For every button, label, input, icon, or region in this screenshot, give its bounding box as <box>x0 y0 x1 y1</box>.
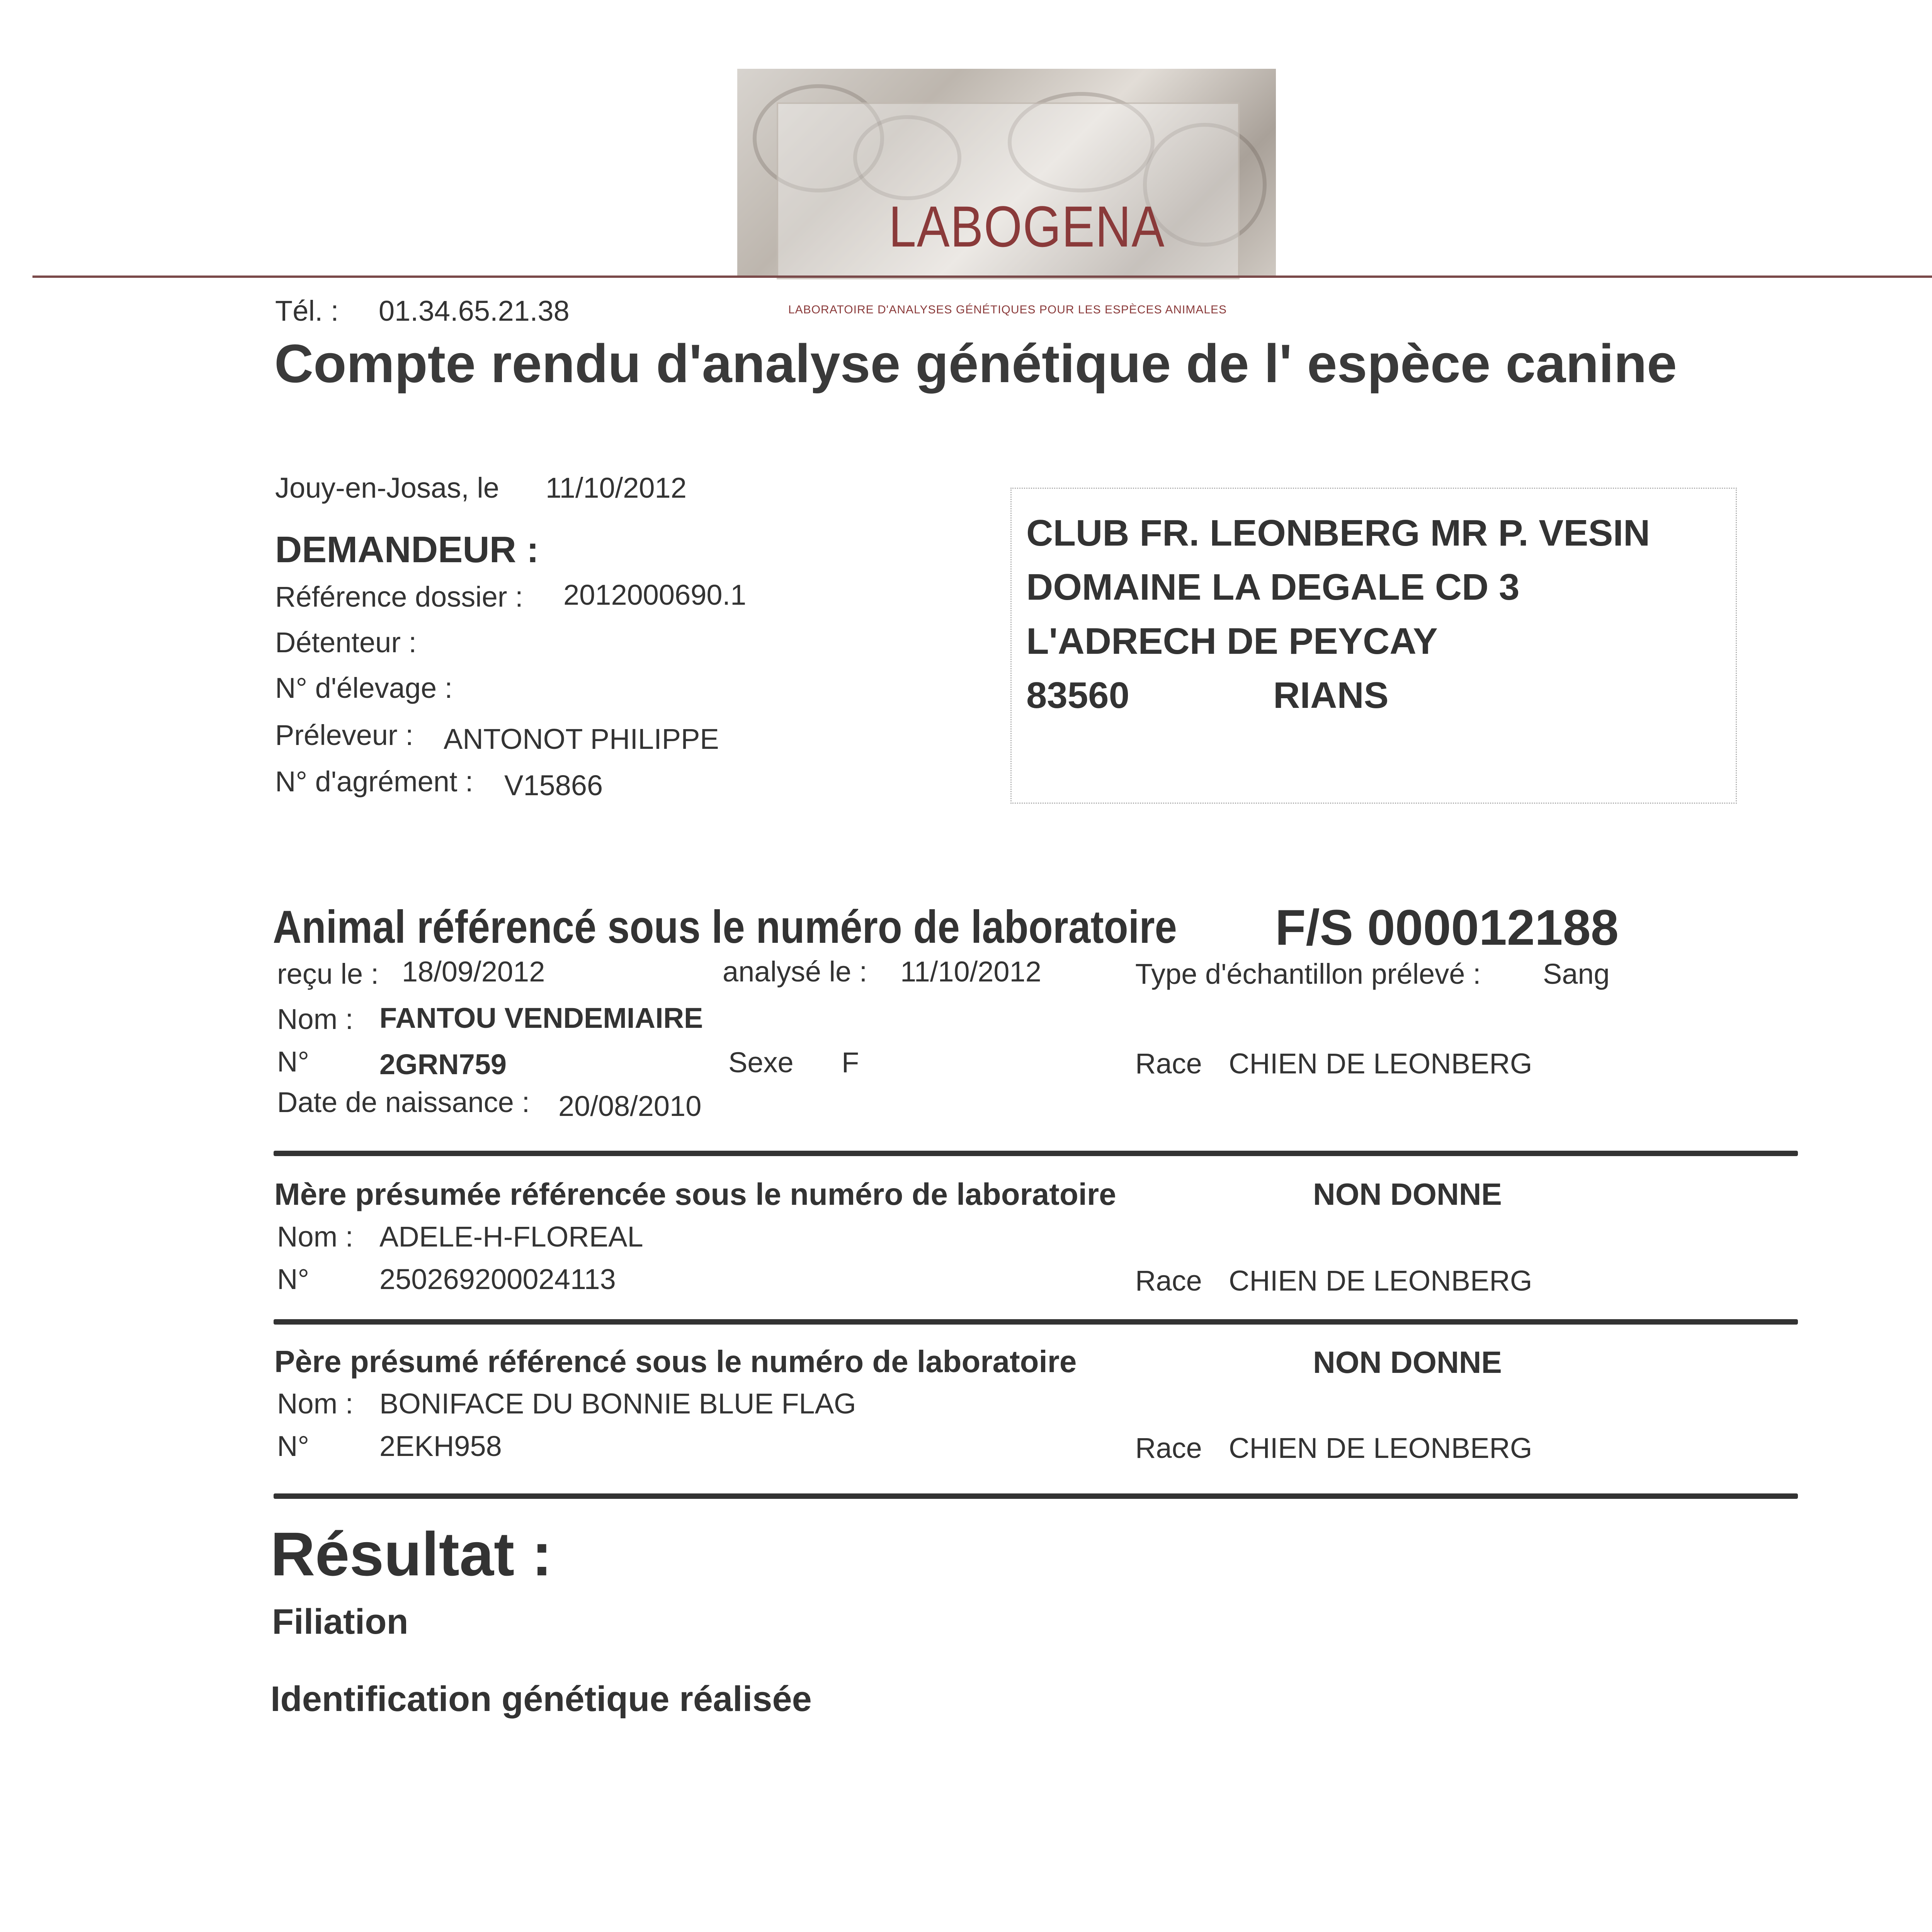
address-postcode: 83560 <box>1026 675 1129 716</box>
pere-nom-label: Nom : <box>277 1388 354 1420</box>
mere-race-value: CHIEN DE LEONBERG <box>1229 1265 1532 1297</box>
pere-num-value: 2EKH958 <box>379 1430 502 1462</box>
recu-label: reçu le : <box>277 958 379 990</box>
header-rule <box>32 276 1932 278</box>
recu-value: 18/09/2012 <box>402 956 545 988</box>
result-heading: Résultat : <box>270 1519 552 1588</box>
section-divider <box>274 1493 1798 1499</box>
address-line-3: L'ADRECH DE PEYCAY <box>1026 621 1438 662</box>
agrement-value: V15866 <box>504 769 603 801</box>
tel-label: Tél. : <box>275 295 339 327</box>
tel-value: 01.34.65.21.38 <box>379 295 570 327</box>
mere-race-label: Race <box>1135 1265 1202 1297</box>
result-identification: Identification génétique réalisée <box>270 1679 812 1719</box>
animal-nom-label: Nom : <box>277 1003 354 1035</box>
address-city: RIANS <box>1273 675 1389 716</box>
ref-dossier-value: 2012000690.1 <box>563 579 747 611</box>
sample-type-value: Sang <box>1543 958 1610 990</box>
animal-lab-number: F/S 000012188 <box>1275 899 1619 956</box>
page-title: Compte rendu d'analyse génétique de l' espèce canine <box>274 333 1677 394</box>
address-line-1: CLUB FR. LEONBERG MR P. VESIN <box>1026 512 1650 554</box>
logo-name: LABOGENA <box>889 194 1165 259</box>
mere-nom-value: ADELE-H-FLOREAL <box>379 1221 643 1253</box>
mere-num-label: N° <box>277 1263 310 1295</box>
demandeur-heading: DEMANDEUR : <box>275 529 539 570</box>
mere-nom-label: Nom : <box>277 1221 354 1253</box>
pere-race-value: CHIEN DE LEONBERG <box>1229 1432 1532 1464</box>
elevage-label: N° d'élevage : <box>275 672 453 704</box>
pere-nom-value: BONIFACE DU BONNIE BLUE FLAG <box>379 1388 856 1420</box>
place-date-value: 11/10/2012 <box>546 472 687 504</box>
animal-num-value: 2GRN759 <box>379 1048 507 1080</box>
animal-race-label: Race <box>1135 1048 1202 1080</box>
address-line-2: DOMAINE LA DEGALE CD 3 <box>1026 566 1520 608</box>
pere-lab-number: NON DONNE <box>1313 1345 1502 1379</box>
animal-heading: Animal référencé sous le numéro de laboratoire <box>273 901 1177 953</box>
mere-lab-number: NON DONNE <box>1313 1177 1502 1211</box>
place-date-label: Jouy-en-Josas, le <box>275 472 499 504</box>
pere-race-label: Race <box>1135 1432 1202 1464</box>
animal-num-label: N° <box>277 1046 310 1078</box>
detenteur-label: Détenteur : <box>275 626 417 658</box>
analyse-label: analysé le : <box>723 956 867 988</box>
section-divider <box>274 1319 1798 1325</box>
preleveur-label: Préleveur : <box>275 719 413 751</box>
sexe-value: F <box>842 1046 859 1078</box>
dob-value: 20/08/2010 <box>558 1090 702 1122</box>
sexe-label: Sexe <box>728 1046 794 1078</box>
sample-type-label: Type d'échantillon prélevé : <box>1135 958 1481 990</box>
mere-heading: Mère présumée référencée sous le numéro de laboratoire <box>274 1177 1116 1211</box>
logo-tagline: LABORATOIRE D'ANALYSES GÉNÉTIQUES POUR LES ESPÈCES ANIMALES <box>788 303 1227 316</box>
pere-num-label: N° <box>277 1430 310 1462</box>
agrement-label: N° d'agrément : <box>275 765 473 798</box>
section-divider <box>274 1151 1798 1156</box>
animal-nom-value: FANTOU VENDEMIAIRE <box>379 1002 703 1034</box>
analyse-value: 11/10/2012 <box>900 956 1041 988</box>
pere-heading: Père présumé référencé sous le numéro de laboratoire <box>274 1344 1077 1379</box>
mere-num-value: 250269200024113 <box>379 1263 616 1295</box>
dob-label: Date de naissance : <box>277 1086 530 1118</box>
preleveur-value: ANTONOT PHILIPPE <box>444 723 719 755</box>
ref-dossier-label: Référence dossier : <box>275 581 523 613</box>
result-filiation: Filiation <box>272 1602 408 1641</box>
animal-race-value: CHIEN DE LEONBERG <box>1229 1048 1532 1080</box>
